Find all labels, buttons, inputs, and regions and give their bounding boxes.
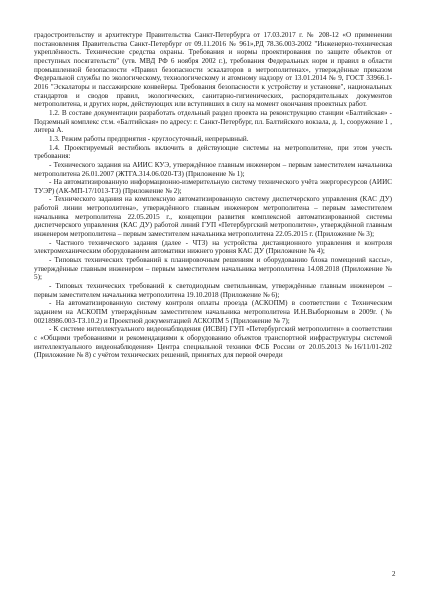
requirement-item: - Типовых технических требований к планировочным решениям и оборудованию блока помещений кассы», утверждённые главным инженером – первым заместителем начальника метрополитена 14.08.2018 (Приложение № 5); bbox=[34, 256, 392, 282]
paragraph: 1.4. Проектируемый вестибюль включить в действующие системы на метрополитене, при этом учесть требования: bbox=[34, 143, 392, 161]
requirement-item: - На автоматизированную информационно-измерительную систему технического учёта энергоресурсов (АИИС ТУЭР) (АК-МП-17/1013-ТЗ) (Приложение № 2); bbox=[34, 178, 392, 195]
requirement-item: - Типовых технических требований к светодиодным светильникам, утверждённые главным инженером – первым заместителем начальника метрополитена 19.10.2018 (Приложение № 6); bbox=[34, 282, 392, 299]
requirement-item: - Технического задания на комплексную автоматизированную систему диспетчерского управления (КАС ДУ) работой линии метрополитена», утверждённого главным инженером метрополитена – первым заместителем начальника метрополитена 22.05.2015 г., концепции развития комплексной автоматизированной системы диспетчерского управления (КАС ДУ) работой линий ГУП «Петербургский метрополитен», утверждённой главным инженером метрополитена – первым заместителем начальника метрополитена 22.05.2015 г. (Приложение № 3); bbox=[34, 195, 392, 239]
requirement-item: - Частного технического задания (далее - ЧТЗ) на устройства дистанционного управления и контроля электромеханическим оборудованием автоматики нижнего уровня КАС ДУ (Приложение № 4); bbox=[34, 238, 392, 256]
paragraph: градостроительству и архитектуре Правительства Санкт-Петербурга от 17.03.2017 г. № 208-12 «О применении постановления Правительства Санкт-Петербург от 09.11.2016 № 961»,РД 78.36.003-2002 "Инженерно-техническая укреплённость. Технические средства охраны. Требования и нормы проектирования по защите объектов от преступных посягательств" (утв. МВД РФ 6 ноября 2002 г.), требования Федеральных норм и правил в области промышленной безопасности «Правил безопасности эскалаторов в метрополитенах», утверждённые приказом Федеральной службы по экологическому, технологическому и атомному надзору от 13.01.2014 № 9, ГОСТ 33966.1-2016 "Эскалаторы и пассажирские конвейеры. Требования безопасности к устройству и установке", национальных стандартов и сводов правил, экологических, санитарно-гигиенических, распорядительных документов метрополитена, и других норм, действующих или вступивших в силу на момент окончания проектных работ. bbox=[34, 31, 392, 109]
requirement-item: - К системе интеллектуального видеонаблюдения (ИСВН) ГУП «Петербургский метрополитен» в соответствии с «Общими требованиями и рекомендациями к оборудованию объектов транспортной инфраструктуры системой интеллектуального видеонаблюдения» Центра специальной техники ФСБ России от 20.05.2013 №16/11/01-202 (Приложение № 8) с учётом технических решений, принятых для первой очереди bbox=[34, 325, 392, 360]
paragraph: 1.2. В составе документации разработать отдельный раздел проекта на реконструкцию станции «Балтийская» - Подземный комплекс ст.м. «Балтийская» по адресу: г. Санкт-Петербург, пл. Балтийского вокзала, д. 1, сооружение 1 , литера А. bbox=[34, 108, 392, 135]
paragraph: 1.3. Режим работы предприятия - круглосуточный, непрерывный. bbox=[49, 134, 249, 143]
requirement-item: - На автоматизированную систему контроля оплаты проезда (АСКОПМ) в соответствии с Техническим заданием на АСКОПМ утверждённым заместителем начальника метрополитена И.Н.Выборновым в 2009г. (№ 00218986.003-ТЗ.10.2) и Проектной документацией АСКОПМ 5 (Приложение № 7); bbox=[34, 299, 392, 325]
document-body bbox=[34, 31, 392, 360]
page-number: 2 bbox=[392, 570, 396, 578]
requirement-item: - Технического задания на АИИС КУЭ, утверждённое главным инженером – первым заместителем начальника метрополитена 26.01.2007 (ЖТГА.314.06.020-ТЗ) (Приложение № 1); bbox=[34, 160, 392, 178]
